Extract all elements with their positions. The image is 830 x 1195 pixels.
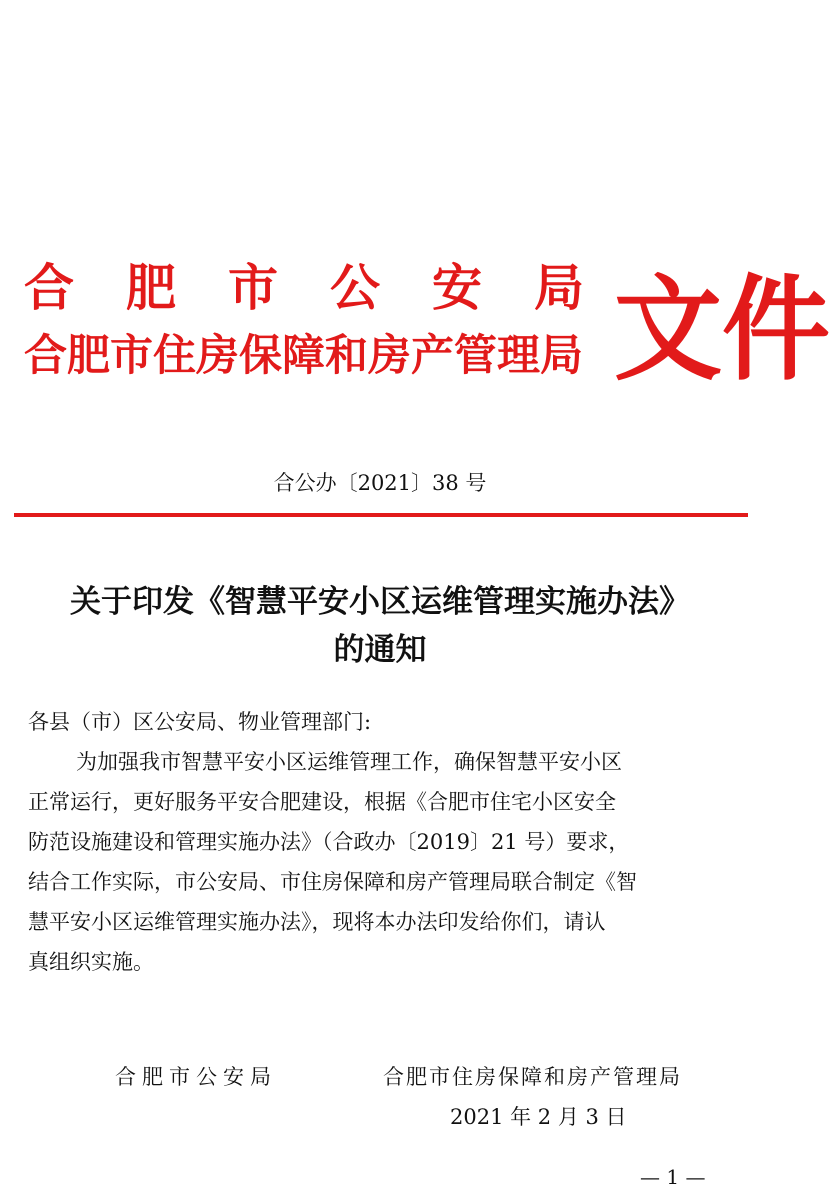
salutation: 各县（市）区公安局、物业管理部门: [28,710,372,734]
body-line: 结合工作实际，市公安局、市住房保障和房产管理局联合制定《智 [28,870,637,894]
issuer-char: 公 [330,259,380,317]
page-number: — 1 — [640,1165,706,1189]
issuer-char: 肥 [126,259,176,317]
body-line: 正常运行，更好服务平安合肥建设，根据《合肥市住宅小区安全 [28,790,616,814]
issuer-char: 合 [24,259,74,317]
doc-type-label: 文件 [614,264,830,397]
title-line-1: 关于印发《智慧平安小区运维管理实施办法》 [70,584,690,620]
document-number: 合公办〔2021〕38 号 [273,471,487,495]
body-line: 真组织实施。 [28,950,154,974]
issuer-char: 市 [228,259,278,317]
body-line: 为加强我市智慧平安小区运维管理工作，确保智慧平安小区 [76,750,622,774]
body-line: 防范设施建设和管理实施办法》（合政办〔2019〕21 号）要求， [28,830,630,854]
document-title [0,578,760,674]
signature-org-left: 合肥市公安局 [115,1065,277,1089]
issuer-char: 局 [534,259,584,317]
issuer-housing-bureau: 合肥市住房保障和房产管理局 [24,331,583,381]
body-line: 慧平安小区运维管理实施办法》，现将本办法印发给你们，请认 [28,910,606,934]
signature-org-right: 合肥市住房保障和房产管理局 [383,1065,682,1089]
issuer-header [24,258,830,408]
red-divider [14,513,748,517]
title-line-2: 的通知 [333,632,427,668]
signature-date: 2021 年 2 月 3 日 [450,1105,627,1129]
issuer-public-security-bureau [24,258,584,318]
issuer-char: 安 [432,259,482,317]
body-paragraph [28,742,740,982]
